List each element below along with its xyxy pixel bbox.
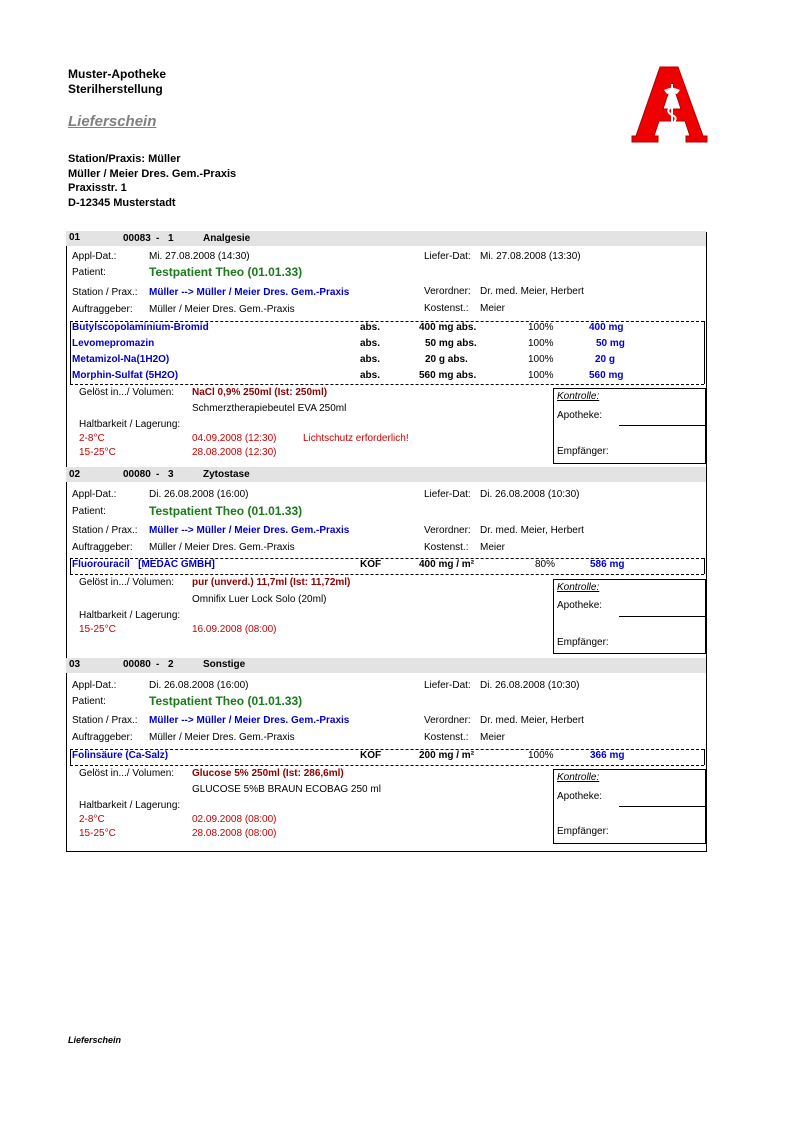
order-category: Analgesie (203, 233, 251, 244)
apotheke-signature-line (619, 425, 705, 426)
med-type: KOF (360, 559, 382, 570)
verordner-value: Dr. med. Meier, Herbert (480, 286, 584, 297)
med-percent: 100% (528, 750, 554, 761)
empfaenger-label: Empfänger: (557, 446, 609, 457)
patient-label: Patient: (72, 506, 106, 517)
med-name: Levomepromazin (72, 338, 155, 349)
solvent-value: pur (unverd.) 11,7ml (Ist: 11,72ml) (192, 577, 351, 588)
verordner-label: Verordner: (424, 715, 471, 726)
order-number: 02 (69, 469, 81, 480)
med-name: Folinsäure (Ca-Salz) (72, 750, 169, 761)
apotheke-signature-line (619, 806, 705, 807)
patient-name: Testpatient Theo (01.01.33) (149, 504, 303, 518)
empfaenger-label: Empfänger: (557, 637, 609, 648)
storage-temp: 2-8°C (79, 814, 105, 825)
appl-dat-value: Di. 26.08.2008 (16:00) (149, 680, 249, 691)
order-code: 00083 (123, 233, 151, 244)
order-code: 00080 (123, 659, 151, 670)
appl-dat-value: Mi. 27.08.2008 (14:30) (149, 251, 250, 262)
med-name: Morphin-Sulfat (5H2O) (72, 370, 179, 381)
apotheke-signature-line (619, 616, 705, 617)
kostenst-value: Meier (480, 303, 506, 314)
appl-dat-label: Appl-Dat.: (72, 251, 117, 262)
kostenst-label: Kostenst.: (424, 732, 469, 743)
appl-dat-value: Di. 26.08.2008 (16:00) (149, 489, 249, 500)
container-value: Omnifix Luer Lock Solo (20ml) (192, 594, 327, 605)
order-separator: - (156, 659, 160, 670)
order-header-bar (66, 467, 706, 482)
station-label: Station / Prax.: (72, 715, 138, 726)
order-header-bar (66, 231, 706, 246)
storage-date: 16.09.2008 (08:00) (192, 624, 277, 635)
container-value: Schmerztherapiebeutel EVA 250ml (192, 403, 347, 414)
meds-bottom-divider (70, 574, 704, 575)
order-code: 00080 (123, 469, 151, 480)
haltbarkeit-label: Haltbarkeit / Lagerung: (79, 800, 181, 811)
med-amount: 400 mg (589, 322, 624, 333)
apotheke-label: Apotheke: (557, 600, 603, 611)
order-count: 1 (168, 233, 174, 244)
order-number: 03 (69, 659, 81, 670)
station-value: Müller --> Müller / Meier Dres. Gem.-Praxis (149, 287, 350, 298)
geloest-label: Gelöst in.../ Volumen: (79, 768, 175, 779)
order-category: Zytostase (203, 469, 250, 480)
kostenst-value: Meier (480, 732, 506, 743)
med-dose: 400 mg / m² (419, 559, 475, 570)
empfaenger-label: Empfänger: (557, 826, 609, 837)
verordner-label: Verordner: (424, 525, 471, 536)
medication-row (0, 354, 790, 368)
order-count: 3 (168, 469, 174, 480)
med-amount: 586 mg (590, 559, 625, 570)
med-dose: 20 g abs. (425, 354, 468, 365)
station-value: Müller --> Müller / Meier Dres. Gem.-Praxis (149, 525, 350, 536)
apotheke-label: Apotheke: (557, 791, 603, 802)
med-amount: 50 mg (596, 338, 625, 349)
order-number: 01 (69, 232, 81, 243)
storage-note: Lichtschutz erforderlich! (303, 433, 409, 444)
storage-temp: 15-25°C (79, 624, 116, 635)
liefer-dat-value: Di. 26.08.2008 (10:30) (480, 680, 580, 691)
med-dose: 400 mg abs. (419, 322, 477, 333)
med-amount: 560 mg (589, 370, 624, 381)
footer-label: Lieferschein (68, 1035, 122, 1045)
storage-temp: 2-8°C (79, 433, 105, 444)
storage-date: 28.08.2008 (08:00) (192, 828, 277, 839)
med-name: Fluorouracil [MEDAC GMBH] (72, 559, 215, 570)
address-line-4: D-12345 Musterstadt (68, 197, 176, 209)
med-dose: 50 mg abs. (425, 338, 477, 349)
appl-dat-label: Appl-Dat.: (72, 489, 117, 500)
verordner-value: Dr. med. Meier, Herbert (480, 715, 584, 726)
auftraggeber-label: Auftraggeber: (72, 542, 133, 553)
medication-row (0, 338, 790, 352)
order-header-bar (66, 658, 706, 673)
med-type: KOF (360, 750, 382, 761)
liefer-dat-label: Liefer-Dat: (424, 680, 471, 691)
med-dose: 200 mg / m² (419, 750, 475, 761)
kontrolle-box (553, 388, 706, 464)
medication-row (0, 559, 790, 573)
geloest-label: Gelöst in.../ Volumen: (79, 577, 175, 588)
station-label: Station / Prax.: (72, 287, 138, 298)
medication-row (0, 322, 790, 336)
med-percent: 100% (528, 370, 554, 381)
patient-name: Testpatient Theo (01.01.33) (149, 694, 303, 708)
kostenst-label: Kostenst.: (424, 303, 469, 314)
solvent-value: NaCl 0,9% 250ml (Ist: 250ml) (192, 387, 328, 398)
kontrolle-box (553, 769, 706, 844)
med-percent: 100% (528, 338, 554, 349)
auftraggeber-label: Auftraggeber: (72, 732, 133, 743)
med-type: abs. (360, 354, 381, 365)
med-type: abs. (360, 322, 381, 333)
verordner-label: Verordner: (424, 286, 471, 297)
med-dose: 560 mg abs. (419, 370, 477, 381)
liefer-dat-value: Di. 26.08.2008 (10:30) (480, 489, 580, 500)
med-type: abs. (360, 370, 381, 381)
pharmacy-name: Muster-Apotheke (68, 67, 167, 81)
order-separator: - (156, 233, 160, 244)
medication-row (0, 370, 790, 384)
order-count: 2 (168, 659, 174, 670)
auftraggeber-value: Müller / Meier Dres. Gem.-Praxis (149, 732, 295, 743)
patient-name: Testpatient Theo (01.01.33) (149, 265, 303, 279)
appl-dat-label: Appl-Dat.: (72, 680, 117, 691)
document-title: Lieferschein (68, 113, 157, 130)
med-amount: 366 mg (590, 750, 625, 761)
med-percent: 100% (528, 322, 554, 333)
liefer-dat-label: Liefer-Dat: (424, 489, 471, 500)
med-amount: 20 g (595, 354, 616, 365)
department-name: Sterilherstellung (68, 82, 163, 96)
container-value: GLUCOSE 5%B BRAUN ECOBAG 250 ml (192, 784, 381, 795)
storage-date: 04.09.2008 (12:30) (192, 433, 277, 444)
address-line-1: Station/Praxis: Müller (68, 153, 181, 165)
med-name: Metamizol-Na(1H2O) (72, 354, 170, 365)
patient-label: Patient: (72, 267, 106, 278)
kontrolle-label: Kontrolle: (557, 772, 600, 783)
address-line-3: Praxisstr. 1 (68, 182, 127, 194)
kostenst-label: Kostenst.: (424, 542, 469, 553)
liefer-dat-value: Mi. 27.08.2008 (13:30) (480, 251, 581, 262)
auftraggeber-label: Auftraggeber: (72, 304, 133, 315)
med-name: Butylscopolaminium-Bromid (72, 322, 209, 333)
auftraggeber-value: Müller / Meier Dres. Gem.-Praxis (149, 542, 295, 553)
kontrolle-box (553, 579, 706, 654)
station-label: Station / Prax.: (72, 525, 138, 536)
kostenst-value: Meier (480, 542, 506, 553)
order-category: Sonstige (203, 659, 246, 670)
liefer-dat-label: Liefer-Dat: (424, 251, 471, 262)
storage-temp: 15-25°C (79, 447, 116, 458)
station-value: Müller --> Müller / Meier Dres. Gem.-Praxis (149, 715, 350, 726)
auftraggeber-value: Müller / Meier Dres. Gem.-Praxis (149, 304, 295, 315)
meds-bottom-divider (70, 384, 704, 385)
solvent-value: Glucose 5% 250ml (Ist: 286,6ml) (192, 768, 344, 779)
geloest-label: Gelöst in.../ Volumen: (79, 387, 175, 398)
storage-temp: 15-25°C (79, 828, 116, 839)
med-percent: 100% (528, 354, 554, 365)
storage-date: 02.09.2008 (08:00) (192, 814, 277, 825)
haltbarkeit-label: Haltbarkeit / Lagerung: (79, 610, 181, 621)
med-percent: 80% (535, 559, 556, 570)
kontrolle-label: Kontrolle: (557, 391, 600, 402)
medication-row (0, 750, 790, 764)
patient-label: Patient: (72, 696, 106, 707)
med-type: abs. (360, 338, 381, 349)
kontrolle-label: Kontrolle: (557, 582, 600, 593)
verordner-value: Dr. med. Meier, Herbert (480, 525, 584, 536)
apotheke-label: Apotheke: (557, 410, 603, 421)
address-line-2: Müller / Meier Dres. Gem.-Praxis (68, 168, 237, 180)
apotheke-a-logo-icon (630, 64, 708, 144)
order-separator: - (156, 469, 160, 480)
storage-date: 28.08.2008 (12:30) (192, 447, 277, 458)
haltbarkeit-label: Haltbarkeit / Lagerung: (79, 419, 181, 430)
meds-bottom-divider (70, 765, 704, 766)
